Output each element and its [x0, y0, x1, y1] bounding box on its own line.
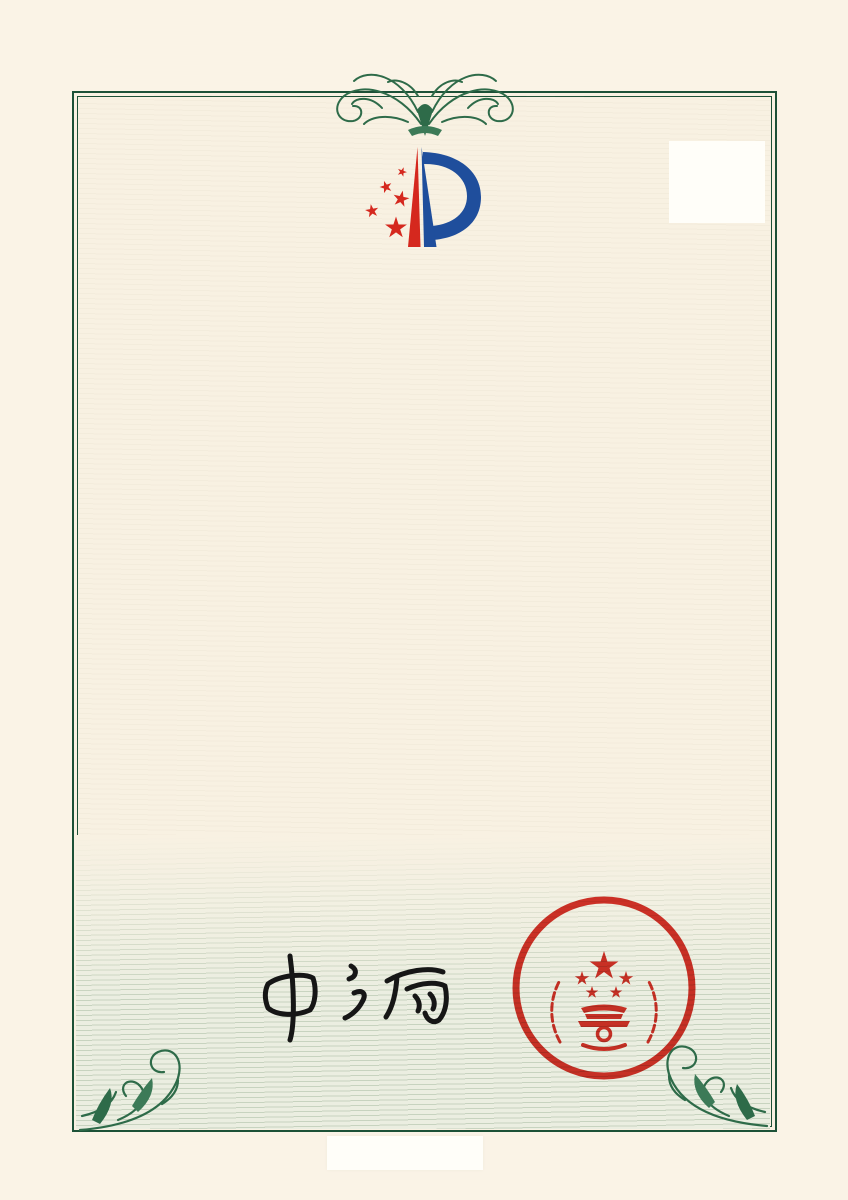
- barcode: [118, 895, 338, 918]
- continuation-note: [327, 1136, 483, 1170]
- top-flourish-ornament: [298, 52, 552, 138]
- corner-flourish-ornament: [66, 1012, 201, 1134]
- qr-code-box: [669, 141, 765, 223]
- officer-signature: [250, 946, 460, 1046]
- qr-code: [682, 151, 745, 214]
- official-red-seal: [500, 884, 710, 1094]
- cnipa-logo: [352, 136, 512, 258]
- national-emblem: [575, 951, 633, 1041]
